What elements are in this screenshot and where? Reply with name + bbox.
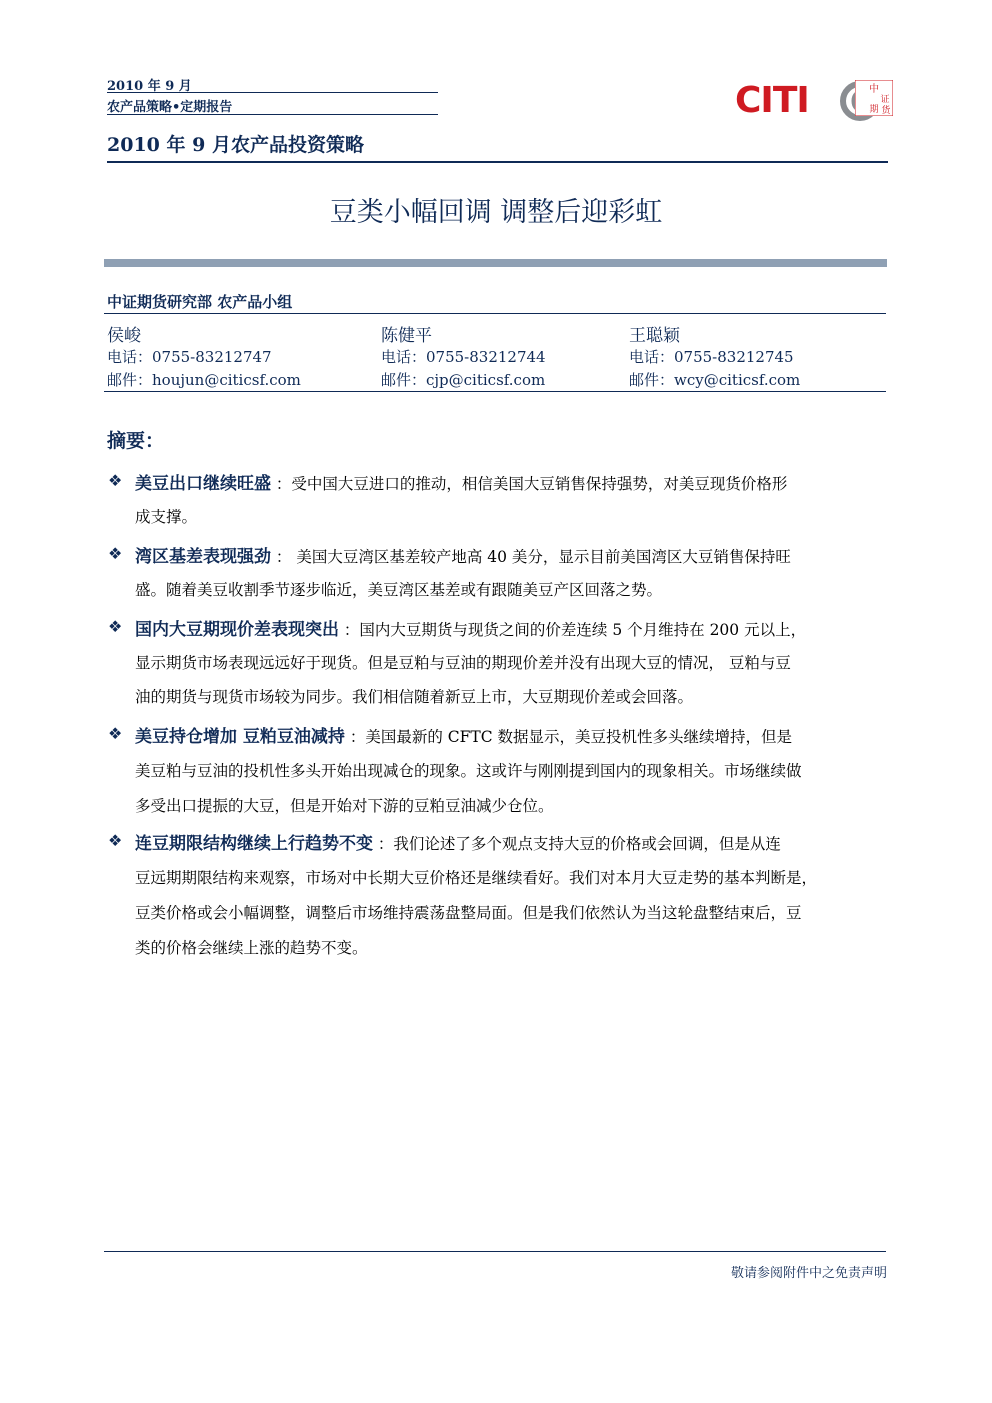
list-item [135, 722, 792, 747]
diamond-bullet-icon: ❖ [108, 831, 123, 850]
bullet-text: 油的期货与现货市场较为同步。我们相信随着新豆上市，大豆期现价差或会回落。 [135, 688, 694, 706]
bullet-heading: 国内大豆期现价差表现突出 [135, 620, 339, 640]
header-divider [107, 92, 438, 93]
header-divider-thick [107, 161, 888, 163]
department-label: 中证期货研究部 农产品小组 [107, 293, 293, 311]
bullet-text: 美豆粕与豆油的投机性多头开始出现减仓的现象。这或许与刚刚提到国内的现象相关。市场继续做 [135, 762, 802, 780]
author-email[interactable]: 邮件：wcy@citicsf.com [629, 371, 801, 389]
logo-cn-char: 期 [869, 105, 879, 115]
bullet-text: ：国内大豆期货与现货之间的价差连续 5 个月维持在 200 元以上， [339, 621, 807, 639]
author-name: 陈健平 [381, 326, 432, 346]
title-bar-divider [104, 259, 887, 267]
author-email[interactable]: 邮件：cjp@citicsf.com [381, 371, 546, 389]
diamond-bullet-icon: ❖ [108, 544, 123, 563]
author-email[interactable]: 邮件：houjun@citicsf.com [107, 371, 301, 389]
authors-bottom-rule [104, 391, 886, 392]
bullet-text: 豆远期期限结构来观察，市场对中长期大豆价格还是继续看好。我们对本月大豆走势的基本判断是， [135, 869, 818, 887]
logo-cn-box-icon [855, 80, 893, 116]
report-title: 2010 年 9 月农产品投资策略 [107, 134, 364, 156]
author-name: 侯峻 [107, 326, 141, 346]
bullet-text: 成支撑。 [135, 508, 198, 526]
author-phone: 电话：0755-83212747 [107, 348, 272, 366]
logo-brand-text: CITI [735, 80, 809, 121]
list-item [135, 829, 781, 854]
bullet-heading: 湾区基差表现强劲 [135, 547, 271, 567]
diamond-bullet-icon: ❖ [108, 617, 123, 636]
list-item [135, 615, 806, 640]
logo-cn-char: 中 [869, 84, 879, 95]
header-divider [107, 114, 438, 115]
authors-top-rule [104, 313, 886, 314]
bullet-heading: 美豆持仓增加 豆粕豆油减持 [135, 727, 345, 747]
footer-rule [104, 1251, 886, 1252]
report-series: 农产品策略•定期报告 [107, 100, 233, 115]
diamond-bullet-icon: ❖ [108, 724, 123, 743]
disclaimer-note: 敬请参阅附件中之免责声明 [731, 1266, 888, 1281]
list-item [135, 542, 791, 567]
diamond-bullet-icon: ❖ [108, 471, 123, 490]
bullet-text: 豆类价格或会小幅调整，调整后市场维持震荡盘整局面。但是我们依然认为当这轮盘整结束后，豆 [135, 904, 802, 922]
bullet-text: ：受中国大豆进口的推动，相信美国大豆销售保持强势，对美豆现货价格形 [271, 475, 788, 493]
report-date: 2010 年 9 月 [107, 79, 192, 94]
bullet-text: ：美国最新的 CFTC 数据显示，美豆投机性多头继续增持，但是 [344, 728, 793, 746]
bullet-heading: 美豆出口继续旺盛 [135, 474, 271, 494]
author-name: 王聪颖 [629, 326, 680, 346]
logo-cn-char: 证 [880, 95, 890, 105]
bullet-text: 类的价格会继续上涨的趋势不变。 [135, 939, 368, 957]
bullet-text: 显示期货市场表现远远好于现货。但是豆粕与豆油的期现价差并没有出现大豆的情况， 豆粕与豆 [135, 654, 791, 672]
bullet-heading: 连豆期限结构继续上行趋势不变 [135, 834, 373, 854]
author-phone: 电话：0755-83212744 [381, 348, 546, 366]
bullet-text: ： 美国大豆湾区基差较产地高 40 美分，显示目前美国湾区大豆销售保持旺 [271, 548, 791, 566]
bullet-text: 多受出口提振的大豆，但是开始对下游的豆粕豆油减少仓位。 [135, 797, 554, 815]
summary-heading: 摘要： [107, 430, 165, 452]
bullet-text: ：我们论述了多个观点支持大豆的价格或会回调，但是从连 [373, 835, 781, 853]
logo-cn-char: 货 [881, 106, 891, 116]
bullet-text: 盛。随着美豆收割季节逐步临近，美豆湾区基差或有跟随美豆产区回落之势。 [135, 581, 663, 599]
list-item [135, 469, 787, 494]
author-phone: 电话：0755-83212745 [629, 348, 794, 366]
main-title: 豆类小幅回调 调整后迎彩虹 [329, 197, 663, 228]
